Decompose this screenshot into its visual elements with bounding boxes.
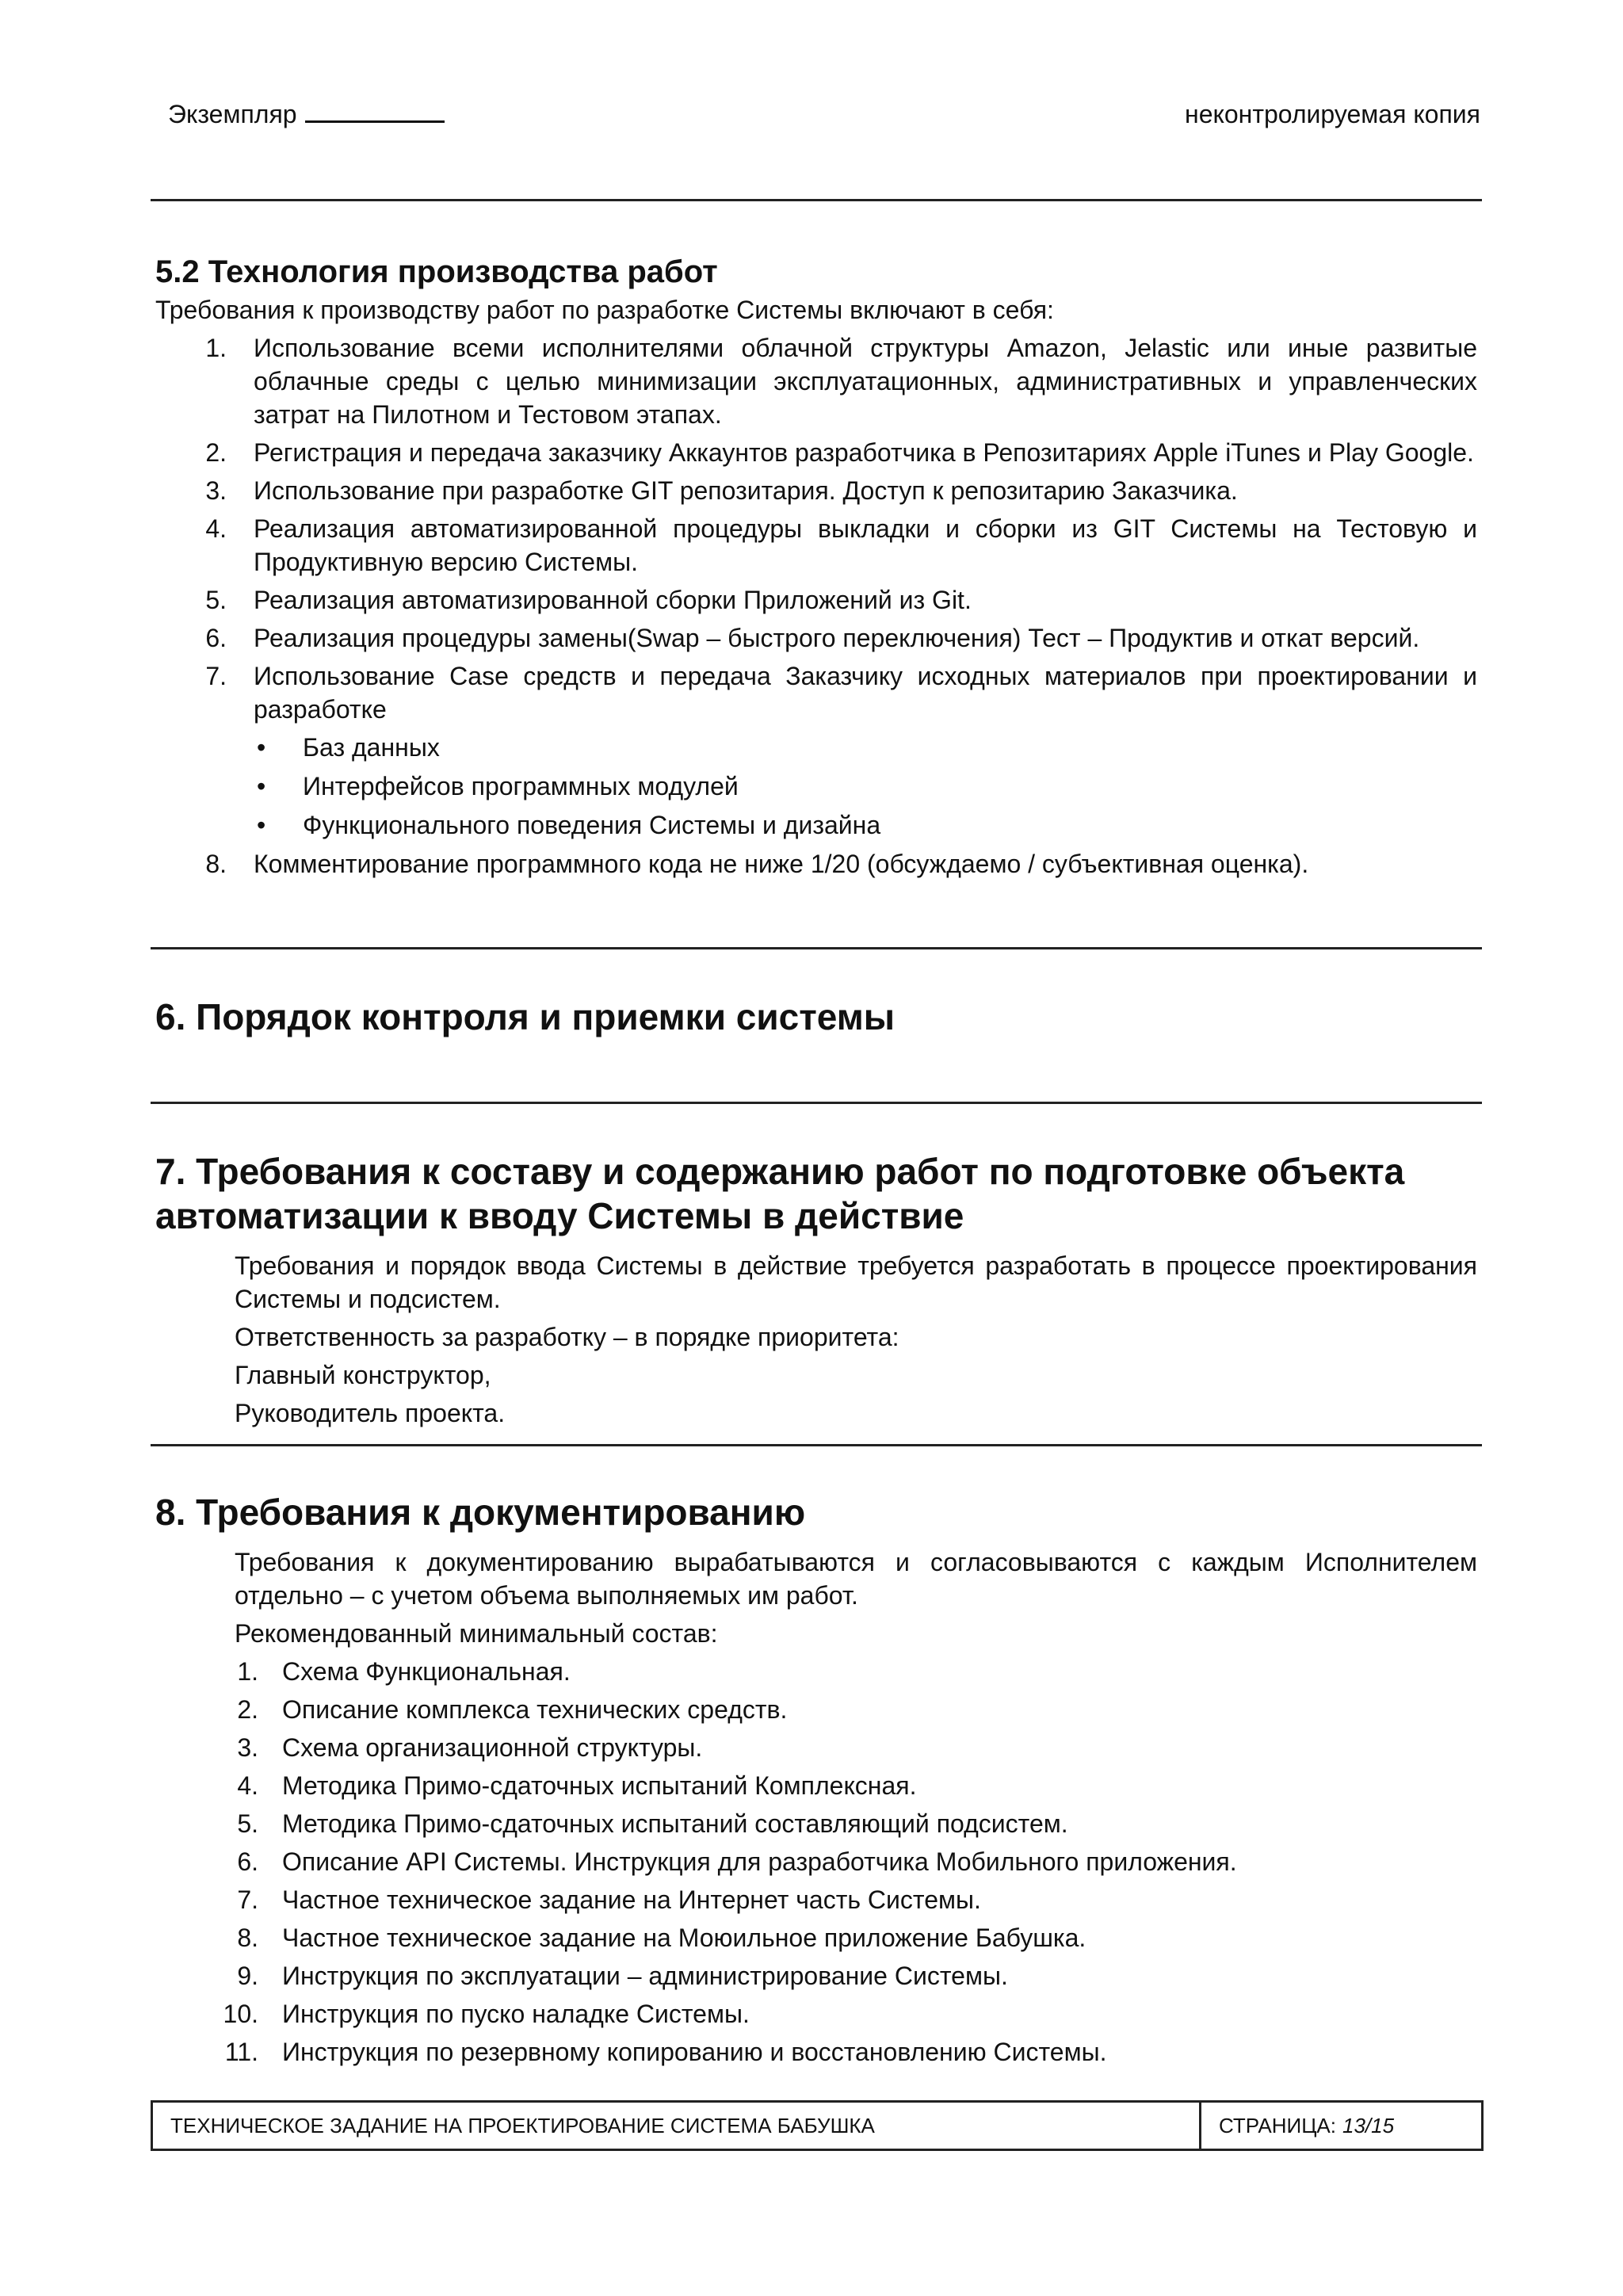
section-7 <box>155 1149 1477 1430</box>
list-item: 4. Реализация автоматизированной процедуры выкладки и сборки из GIT Системы на Тестовую и Продуктивную версию Системы. <box>205 514 1477 576</box>
section-7-body <box>155 1249 1477 1430</box>
section-5-2-intro: Требования к производству работ по разработке Системы включают в себя: <box>155 296 1054 324</box>
paragraph: Требования и порядок ввода Системы в действие требуется разработать в процессе проектирования Системы и подсистем. <box>235 1251 1477 1313</box>
section-5-2-title: 5.2 Технология производства работ <box>155 254 718 289</box>
list-item: 2. Регистрация и передача заказчику Аккаунтов разработчика в Репозитариях Apple iTunes и Play Google. <box>205 438 1474 467</box>
section-rule <box>151 947 1482 949</box>
header-rule <box>151 199 1482 201</box>
footer-page-info <box>1201 2103 1481 2149</box>
list-item: 2. Описание комплекса технических средств. <box>237 1695 788 1724</box>
list-item: 1. Использование всеми исполнителями облачной структуры Amazon, Jelastic или иные развитые облачные среды с целью минимизации эксплуатационных, административных и управленческих затрат на Пилотном и Тестовом этапах. <box>205 334 1477 429</box>
section-7-title-line-1: 7. Требования к составу и содержанию работ по подготовке объекта <box>155 1151 1405 1192</box>
section-8 <box>155 1490 1477 2073</box>
paragraph: Рекомендованный минимальный состав: <box>235 1619 718 1648</box>
bullet-icon: • <box>257 772 266 800</box>
paragraph: Требования к документированию вырабатываются и согласовываются с каждым Исполнителем отдельно – с учетом объема выполняемых им работ. <box>235 1548 1477 1610</box>
list-item: 8. Комментирование программного кода не ниже 1/20 (обсуждаемо / субъективная оценка). <box>205 850 1309 878</box>
list-item: 10. Инструкция по пуско наладке Системы. <box>223 2000 750 2028</box>
section-rule <box>151 1444 1482 1446</box>
copy-label <box>168 97 445 132</box>
list-item: 7. Частное техническое задание на Интернет часть Системы. <box>237 1885 981 1914</box>
bullet-item: • Интерфейсов программных модулей <box>155 770 1477 803</box>
paragraph: Главный конструктор, <box>235 1361 491 1389</box>
bullet-item: • Функционального поведения Системы и дизайна <box>155 808 1477 842</box>
paragraph: Руководитель проекта. <box>235 1399 506 1427</box>
uncontrolled-copy-label: неконтролируемая копия <box>1185 100 1480 128</box>
section-5-2 <box>155 250 1477 885</box>
list-item: 8. Частное техническое задание на Моюильное приложение Бабушка. <box>237 1924 1086 1952</box>
list-item: 3. Схема организационной структуры. <box>237 1733 703 1762</box>
bullet-item: • Баз данных <box>155 731 1477 764</box>
copy-number-blank <box>305 97 445 123</box>
bullet-icon: • <box>257 811 266 839</box>
section-rule <box>151 1102 1482 1104</box>
list-item: 1. Схема Функциональная. <box>237 1657 571 1686</box>
bullet-icon: • <box>257 733 266 762</box>
section-7-title-line-2: автоматизации к вводу Системы в действие <box>155 1195 964 1236</box>
section-8-body <box>155 1545 1477 1650</box>
list-item: 6. Реализация процедуры замены(Swap – быстрого переключения) Тест – Продуктив и откат версий. <box>205 624 1420 652</box>
production-requirements-list <box>155 331 1477 726</box>
section-6-title: 6. Порядок контроля и приемки системы <box>155 996 896 1037</box>
page-footer <box>151 2100 1484 2151</box>
production-requirements-list-cont <box>155 847 1477 881</box>
footer-page-label: СТРАНИЦА: <box>1219 2113 1337 2137</box>
list-item: 7. Использование Case средств и передача Заказчику исходных материалов при проектировании и разработке <box>205 662 1477 724</box>
section-8-title: 8. Требования к документированию <box>155 1492 806 1533</box>
list-item: 5. Методика Примо-сдаточных испытаний составляющий подсистем. <box>237 1809 1068 1838</box>
list-item: 9. Инструкция по эксплуатации – администрирование Системы. <box>237 1962 1008 1990</box>
copy-label-text: Экземпляр <box>168 100 297 128</box>
list-item: 11. Инструкция по резервному копированию и восстановлению Системы. <box>224 2038 1107 2066</box>
footer-page-number: 13/15 <box>1342 2113 1395 2137</box>
case-materials-bullets <box>155 731 1477 842</box>
documentation-list <box>155 1655 1477 2069</box>
footer-doc-title: ТЕХНИЧЕСКОЕ ЗАДАНИЕ НА ПРОЕКТИРОВАНИЕ СИСТЕМА БАБУШКА <box>153 2103 1201 2149</box>
list-item: 5. Реализация автоматизированной сборки Приложений из Git. <box>205 586 972 614</box>
list-item: 4. Методика Примо-сдаточных испытаний Комплексная. <box>237 1771 917 1800</box>
list-item: 3. Использование при разработке GIT репозитария. Доступ к репозитарию Заказчика. <box>205 476 1238 505</box>
list-item: 6. Описание API Системы. Инструкция для разработчика Мобильного приложения. <box>237 1847 1237 1876</box>
paragraph: Ответственность за разработку – в порядке приоритета: <box>235 1323 899 1351</box>
section-6 <box>155 995 1477 1039</box>
